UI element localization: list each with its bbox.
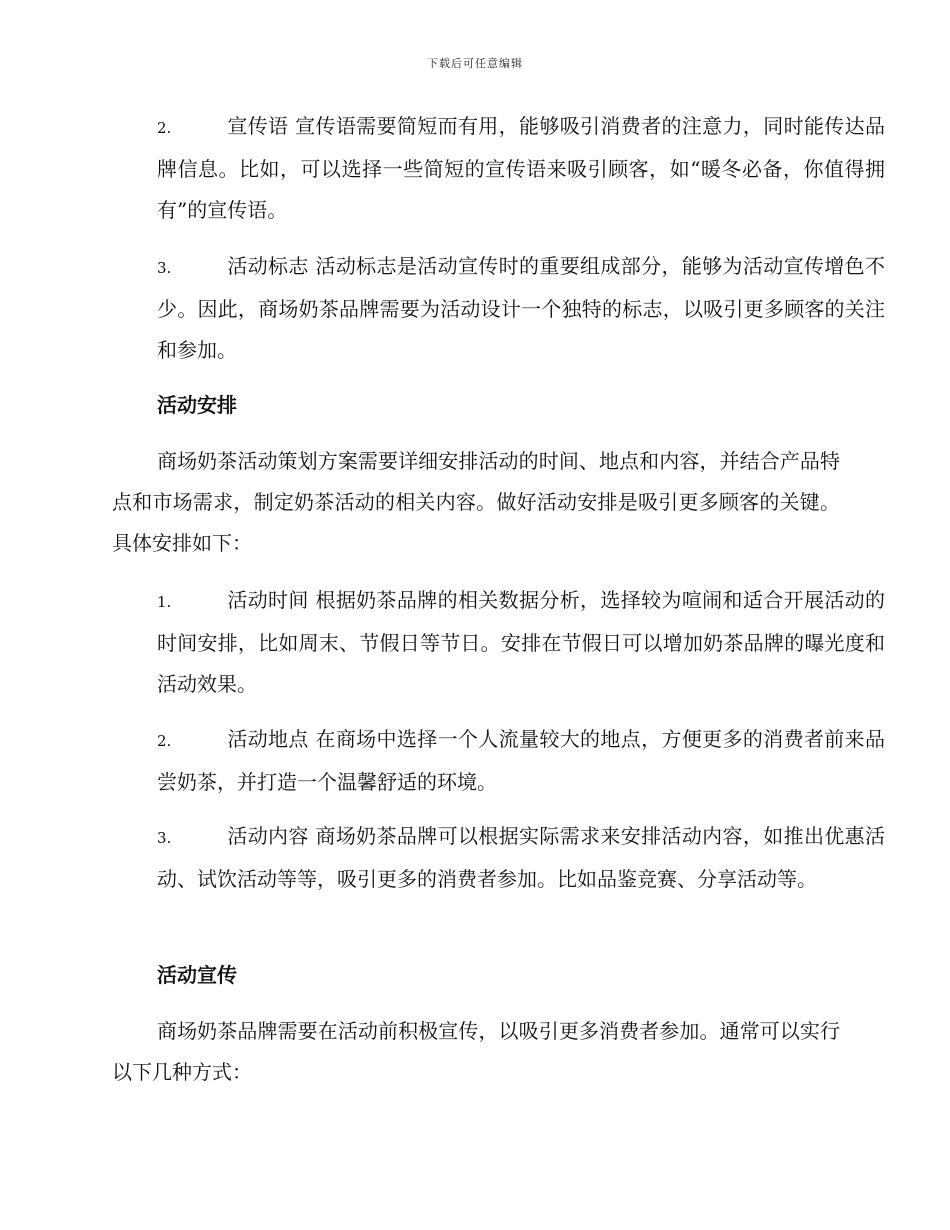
list-number: 3. bbox=[157, 259, 172, 277]
list-item-time bbox=[112, 580, 885, 705]
list-number: 2. bbox=[157, 119, 172, 137]
paragraph-arrangement: 商场奶茶活动策划方案需要详细安排活动的时间、地点和内容，并结合产品特点和市场需求，制定奶茶活动的相关内容。做好活动安排是吸引更多顾客的关键。具体安排如下： bbox=[112, 449, 840, 555]
list-item-slogan bbox=[112, 106, 885, 231]
paragraph-promotion: 商场奶茶品牌需要在活动前积极宣传，以吸引更多消费者参加。通常可以实行以下几种方式： bbox=[112, 1019, 840, 1084]
list-number: 1. bbox=[157, 593, 172, 611]
section-heading-arrangement: 活动安排 bbox=[157, 393, 237, 417]
list-item-logo bbox=[112, 246, 885, 371]
list-text: 宣传语 宣传语需要简短而有用，能够吸引消费者的注意力，同时能传达品牌信息。比如，可以选择一些简短的宣传语来吸引顾客，如“暖冬必备，你值得拥有”的宣传语。 bbox=[157, 114, 885, 222]
list-text: 活动内容 商场奶茶品牌可以根据实际需求来安排活动内容，如推出优惠活动、试饮活动等等，吸引更多的消费者参加。比如品鉴竞赛、分享活动等。 bbox=[157, 824, 885, 891]
list-text: 活动标志 活动标志是活动宣传时的重要组成部分，能够为活动宣传增色不少。因此，商场奶茶品牌需要为活动设计一个独特的标志，以吸引更多顾客的关注和参加。 bbox=[157, 254, 885, 362]
list-item-location bbox=[112, 719, 885, 803]
section-heading-promotion: 活动宣传 bbox=[157, 963, 237, 987]
header-note: 下载后可任意编辑 bbox=[427, 57, 523, 70]
list-item-content bbox=[112, 816, 885, 900]
list-text: 活动时间 根据奶茶品牌的相关数据分析，选择较为喧闹和适合开展活动的时间安排，比如周末、节假日等节日。安排在节假日可以增加奶茶品牌的曝光度和活动效果。 bbox=[157, 588, 885, 696]
list-number: 2. bbox=[157, 732, 172, 750]
list-text: 活动地点 在商场中选择一个人流量较大的地点，方便更多的消费者前来品尝奶茶，并打造一个温馨舒适的环境。 bbox=[157, 727, 885, 794]
list-number: 3. bbox=[157, 829, 172, 847]
